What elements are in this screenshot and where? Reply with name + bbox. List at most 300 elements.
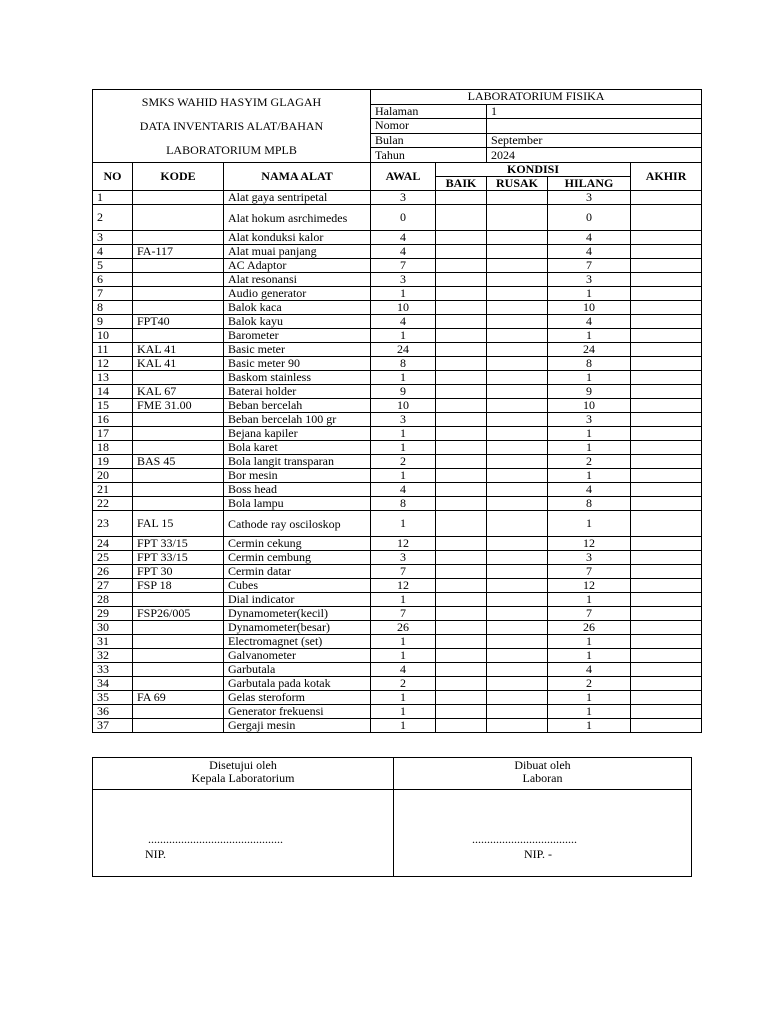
meta-value-halaman: 1 [487, 104, 702, 119]
cell-no: 25 [93, 551, 133, 565]
cell-nama: AC Adaptor [224, 259, 371, 273]
cell-baik [436, 371, 487, 385]
cell-hilang: 10 [548, 399, 631, 413]
cell-awal: 4 [371, 663, 436, 677]
cell-kode [133, 483, 224, 497]
col-header-kode: KODE [133, 163, 224, 191]
table-row [93, 441, 702, 455]
cell-no: 17 [93, 427, 133, 441]
cell-awal: 8 [371, 497, 436, 511]
cell-baik [436, 343, 487, 357]
cell-rusak [487, 441, 548, 455]
cell-nama: Bola lampu [224, 497, 371, 511]
cell-baik [436, 385, 487, 399]
cell-akhir [631, 329, 702, 343]
cell-rusak [487, 427, 548, 441]
cell-baik [436, 357, 487, 371]
cell-awal: 8 [371, 357, 436, 371]
cell-kode [133, 413, 224, 427]
cell-awal: 4 [371, 231, 436, 245]
cell-kode: FME 31.00 [133, 399, 224, 413]
cell-hilang: 1 [548, 649, 631, 663]
col-header-no: NO [93, 163, 133, 191]
cell-rusak [487, 551, 548, 565]
cell-akhir [631, 705, 702, 719]
cell-no: 16 [93, 413, 133, 427]
table-row [93, 621, 702, 635]
table-row [93, 413, 702, 427]
cell-akhir [631, 287, 702, 301]
cell-nama: Boss head [224, 483, 371, 497]
table-row [93, 565, 702, 579]
cell-kode [133, 371, 224, 385]
table-row [93, 579, 702, 593]
cell-rusak [487, 329, 548, 343]
cell-rusak [487, 231, 548, 245]
cell-kode [133, 593, 224, 607]
cell-no: 22 [93, 497, 133, 511]
cell-nama: Cermin datar [224, 565, 371, 579]
table-row [93, 455, 702, 469]
cell-baik [436, 691, 487, 705]
cell-baik [436, 273, 487, 287]
cell-kode: FPT 33/15 [133, 551, 224, 565]
signature-table [92, 757, 692, 877]
lab-title: LABORATORIUM FISIKA [371, 90, 702, 105]
cell-awal: 7 [371, 259, 436, 273]
cell-kode [133, 329, 224, 343]
cell-akhir [631, 511, 702, 537]
cell-awal: 9 [371, 385, 436, 399]
cell-kode: FA-117 [133, 245, 224, 259]
cell-hilang: 1 [548, 719, 631, 733]
cell-awal: 12 [371, 579, 436, 593]
cell-kode: KAL 67 [133, 385, 224, 399]
cell-baik [436, 483, 487, 497]
cell-no: 7 [93, 287, 133, 301]
cell-baik [436, 621, 487, 635]
meta-key-halaman: Halaman [371, 104, 487, 119]
cell-no: 28 [93, 593, 133, 607]
cell-no: 10 [93, 329, 133, 343]
cell-no: 27 [93, 579, 133, 593]
cell-nama: Basic meter [224, 343, 371, 357]
cell-akhir [631, 315, 702, 329]
table-row [93, 483, 702, 497]
cell-no: 19 [93, 455, 133, 469]
cell-nama: Gelas steroform [224, 691, 371, 705]
cell-nama: Audio generator [224, 287, 371, 301]
cell-kode [133, 663, 224, 677]
cell-kode: FSP 18 [133, 579, 224, 593]
cell-awal: 4 [371, 483, 436, 497]
cell-rusak [487, 371, 548, 385]
cell-rusak [487, 399, 548, 413]
cell-nama: Beban bercelah [224, 399, 371, 413]
cell-kode [133, 427, 224, 441]
cell-rusak [487, 469, 548, 483]
cell-no: 37 [93, 719, 133, 733]
cell-kode [133, 301, 224, 315]
cell-awal: 1 [371, 427, 436, 441]
cell-awal: 2 [371, 677, 436, 691]
table-row [93, 551, 702, 565]
cell-awal: 4 [371, 245, 436, 259]
cell-no: 26 [93, 565, 133, 579]
cell-rusak [487, 205, 548, 231]
cell-kode: FAL 15 [133, 511, 224, 537]
cell-awal: 26 [371, 621, 436, 635]
cell-no: 23 [93, 511, 133, 537]
cell-akhir [631, 205, 702, 231]
cell-akhir [631, 231, 702, 245]
cell-kode [133, 497, 224, 511]
preparer-signature-area [394, 790, 692, 877]
cell-awal: 1 [371, 691, 436, 705]
cell-baik [436, 329, 487, 343]
cell-rusak [487, 691, 548, 705]
table-row [93, 705, 702, 719]
cell-rusak [487, 301, 548, 315]
table-row [93, 385, 702, 399]
cell-baik [436, 455, 487, 469]
cell-no: 35 [93, 691, 133, 705]
cell-hilang: 4 [548, 231, 631, 245]
cell-baik [436, 245, 487, 259]
table-row [93, 511, 702, 537]
col-header-rusak: RUSAK [487, 177, 548, 191]
table-row [93, 205, 702, 231]
cell-awal: 1 [371, 469, 436, 483]
table-row [93, 663, 702, 677]
cell-akhir [631, 635, 702, 649]
cell-nama: Gergaji mesin [224, 719, 371, 733]
cell-rusak [487, 385, 548, 399]
cell-awal: 10 [371, 399, 436, 413]
preparer-role: Laboran [522, 771, 563, 785]
cell-nama: Barometer [224, 329, 371, 343]
cell-awal: 1 [371, 511, 436, 537]
cell-baik [436, 551, 487, 565]
cell-hilang: 2 [548, 455, 631, 469]
cell-kode [133, 191, 224, 205]
cell-baik [436, 497, 487, 511]
cell-kode: FA 69 [133, 691, 224, 705]
cell-awal: 1 [371, 705, 436, 719]
cell-akhir [631, 593, 702, 607]
table-row [93, 677, 702, 691]
cell-no: 12 [93, 357, 133, 371]
cell-rusak [487, 483, 548, 497]
cell-hilang: 3 [548, 551, 631, 565]
cell-nama: Galvanometer [224, 649, 371, 663]
cell-no: 15 [93, 399, 133, 413]
approver-heading [93, 758, 394, 790]
meta-value-bulan: September [487, 133, 702, 148]
cell-baik [436, 663, 487, 677]
table-row [93, 259, 702, 273]
table-row [93, 537, 702, 551]
cell-kode: FPT40 [133, 315, 224, 329]
cell-rusak [487, 677, 548, 691]
meta-value-nomor [487, 119, 702, 134]
cell-awal: 0 [371, 205, 436, 231]
table-row [93, 399, 702, 413]
cell-hilang: 1 [548, 705, 631, 719]
cell-nama: Cubes [224, 579, 371, 593]
cell-hilang: 8 [548, 357, 631, 371]
cell-kode: FPT 30 [133, 565, 224, 579]
cell-hilang: 24 [548, 343, 631, 357]
cell-no: 6 [93, 273, 133, 287]
cell-akhir [631, 621, 702, 635]
cell-awal: 3 [371, 273, 436, 287]
cell-baik [436, 537, 487, 551]
cell-nama: Alat hokum asrchimedes [224, 205, 371, 231]
cell-hilang: 26 [548, 621, 631, 635]
cell-rusak [487, 287, 548, 301]
cell-rusak [487, 497, 548, 511]
table-row [93, 245, 702, 259]
cell-nama: Cathode ray osciloskop [224, 511, 371, 537]
cell-awal: 2 [371, 455, 436, 469]
cell-akhir [631, 259, 702, 273]
cell-no: 31 [93, 635, 133, 649]
cell-hilang: 0 [548, 205, 631, 231]
cell-awal: 1 [371, 371, 436, 385]
cell-no: 8 [93, 301, 133, 315]
col-header-hilang: HILANG [548, 177, 631, 191]
cell-baik [436, 399, 487, 413]
table-row [93, 635, 702, 649]
approver-signature-line: ............................................. [148, 832, 283, 846]
cell-nama: Bola langit transparan [224, 455, 371, 469]
cell-baik [436, 649, 487, 663]
cell-no: 24 [93, 537, 133, 551]
cell-no: 14 [93, 385, 133, 399]
inventory-table [92, 89, 702, 733]
cell-baik [436, 205, 487, 231]
cell-baik [436, 259, 487, 273]
cell-hilang: 12 [548, 579, 631, 593]
cell-hilang: 7 [548, 607, 631, 621]
cell-hilang: 10 [548, 301, 631, 315]
cell-nama: Garbutala pada kotak [224, 677, 371, 691]
school-name: SMKS WAHID HASYIM GLAGAH [141, 95, 322, 109]
cell-baik [436, 231, 487, 245]
cell-baik [436, 677, 487, 691]
cell-no: 5 [93, 259, 133, 273]
table-row [93, 273, 702, 287]
cell-rusak [487, 649, 548, 663]
cell-akhir [631, 691, 702, 705]
cell-hilang: 9 [548, 385, 631, 399]
cell-rusak [487, 565, 548, 579]
cell-akhir [631, 357, 702, 371]
cell-rusak [487, 413, 548, 427]
cell-hilang: 7 [548, 259, 631, 273]
cell-kode: KAL 41 [133, 343, 224, 357]
cell-akhir [631, 301, 702, 315]
cell-nama: Cermin cembung [224, 551, 371, 565]
cell-nama: Alat konduksi kalor [224, 231, 371, 245]
table-row [93, 719, 702, 733]
document-title: DATA INVENTARIS ALAT/BAHAN [139, 119, 324, 133]
cell-rusak [487, 593, 548, 607]
cell-akhir [631, 663, 702, 677]
meta-key-tahun: Tahun [371, 148, 487, 163]
cell-kode [133, 441, 224, 455]
cell-nama: Bor mesin [224, 469, 371, 483]
cell-nama: Balok kaca [224, 301, 371, 315]
cell-awal: 1 [371, 441, 436, 455]
table-row [93, 329, 702, 343]
cell-nama: Garbutala [224, 663, 371, 677]
cell-akhir [631, 371, 702, 385]
cell-no: 2 [93, 205, 133, 231]
cell-no: 33 [93, 663, 133, 677]
cell-awal: 1 [371, 719, 436, 733]
cell-hilang: 1 [548, 441, 631, 455]
cell-akhir [631, 677, 702, 691]
cell-nama: Beban bercelah 100 gr [224, 413, 371, 427]
cell-awal: 1 [371, 635, 436, 649]
cell-nama: Alat resonansi [224, 273, 371, 287]
cell-nama: Basic meter 90 [224, 357, 371, 371]
cell-baik [436, 593, 487, 607]
approver-label: Disetujui oleh [209, 758, 277, 772]
cell-akhir [631, 273, 702, 287]
cell-baik [436, 705, 487, 719]
cell-baik [436, 511, 487, 537]
cell-hilang: 1 [548, 635, 631, 649]
cell-nama: Dynamometer(kecil) [224, 607, 371, 621]
cell-rusak [487, 607, 548, 621]
cell-baik [436, 579, 487, 593]
cell-akhir [631, 427, 702, 441]
meta-key-nomor: Nomor [371, 119, 487, 134]
cell-hilang: 12 [548, 537, 631, 551]
preparer-label: Dibuat oleh [514, 758, 571, 772]
cell-hilang: 1 [548, 511, 631, 537]
cell-nama: Baterai holder [224, 385, 371, 399]
cell-no: 1 [93, 191, 133, 205]
cell-rusak [487, 343, 548, 357]
cell-akhir [631, 483, 702, 497]
cell-no: 3 [93, 231, 133, 245]
inventory-rows [93, 191, 702, 733]
school-header [93, 90, 371, 163]
cell-kode [133, 677, 224, 691]
cell-hilang: 4 [548, 315, 631, 329]
cell-nama: Dynamometer(besar) [224, 621, 371, 635]
cell-hilang: 4 [548, 663, 631, 677]
cell-kode: FSP26/005 [133, 607, 224, 621]
cell-awal: 3 [371, 191, 436, 205]
cell-hilang: 1 [548, 329, 631, 343]
col-header-awal: AWAL [371, 163, 436, 191]
cell-no: 32 [93, 649, 133, 663]
cell-rusak [487, 635, 548, 649]
table-row [93, 315, 702, 329]
cell-baik [436, 301, 487, 315]
cell-akhir [631, 469, 702, 483]
cell-no: 20 [93, 469, 133, 483]
cell-hilang: 8 [548, 497, 631, 511]
cell-awal: 12 [371, 537, 436, 551]
meta-key-bulan: Bulan [371, 133, 487, 148]
cell-baik [436, 635, 487, 649]
cell-hilang: 3 [548, 413, 631, 427]
cell-nama: Dial indicator [224, 593, 371, 607]
table-row [93, 691, 702, 705]
cell-rusak [487, 537, 548, 551]
cell-nama: Alat gaya sentripetal [224, 191, 371, 205]
cell-kode [133, 259, 224, 273]
cell-hilang: 1 [548, 593, 631, 607]
cell-kode [133, 469, 224, 483]
cell-baik [436, 607, 487, 621]
table-row [93, 593, 702, 607]
table-row [93, 371, 702, 385]
cell-nama: Generator frekuensi [224, 705, 371, 719]
cell-awal: 3 [371, 551, 436, 565]
approver-nip: NIP. [145, 847, 167, 861]
cell-rusak [487, 511, 548, 537]
table-row [93, 287, 702, 301]
preparer-signature-line: ................................... [472, 832, 577, 846]
cell-awal: 1 [371, 593, 436, 607]
cell-rusak [487, 245, 548, 259]
cell-hilang: 3 [548, 273, 631, 287]
cell-no: 21 [93, 483, 133, 497]
table-row [93, 649, 702, 663]
cell-akhir [631, 441, 702, 455]
table-row [93, 343, 702, 357]
cell-rusak [487, 315, 548, 329]
cell-awal: 1 [371, 649, 436, 663]
cell-baik [436, 287, 487, 301]
cell-rusak [487, 273, 548, 287]
cell-hilang: 2 [548, 677, 631, 691]
cell-akhir [631, 607, 702, 621]
approver-role: Kepala Laboratorium [191, 771, 295, 785]
cell-nama: Balok kayu [224, 315, 371, 329]
cell-rusak [487, 579, 548, 593]
cell-kode [133, 273, 224, 287]
cell-nama: Cermin cekung [224, 537, 371, 551]
cell-akhir [631, 413, 702, 427]
cell-no: 34 [93, 677, 133, 691]
cell-no: 29 [93, 607, 133, 621]
cell-awal: 1 [371, 287, 436, 301]
cell-awal: 7 [371, 565, 436, 579]
cell-awal: 1 [371, 329, 436, 343]
approver-signature-area [93, 790, 394, 877]
cell-hilang: 7 [548, 565, 631, 579]
cell-no: 11 [93, 343, 133, 357]
cell-hilang: 1 [548, 287, 631, 301]
cell-rusak [487, 663, 548, 677]
cell-akhir [631, 245, 702, 259]
cell-rusak [487, 719, 548, 733]
cell-no: 9 [93, 315, 133, 329]
table-row [93, 191, 702, 205]
cell-kode [133, 705, 224, 719]
cell-rusak [487, 259, 548, 273]
table-row [93, 231, 702, 245]
cell-nama: Bola karet [224, 441, 371, 455]
